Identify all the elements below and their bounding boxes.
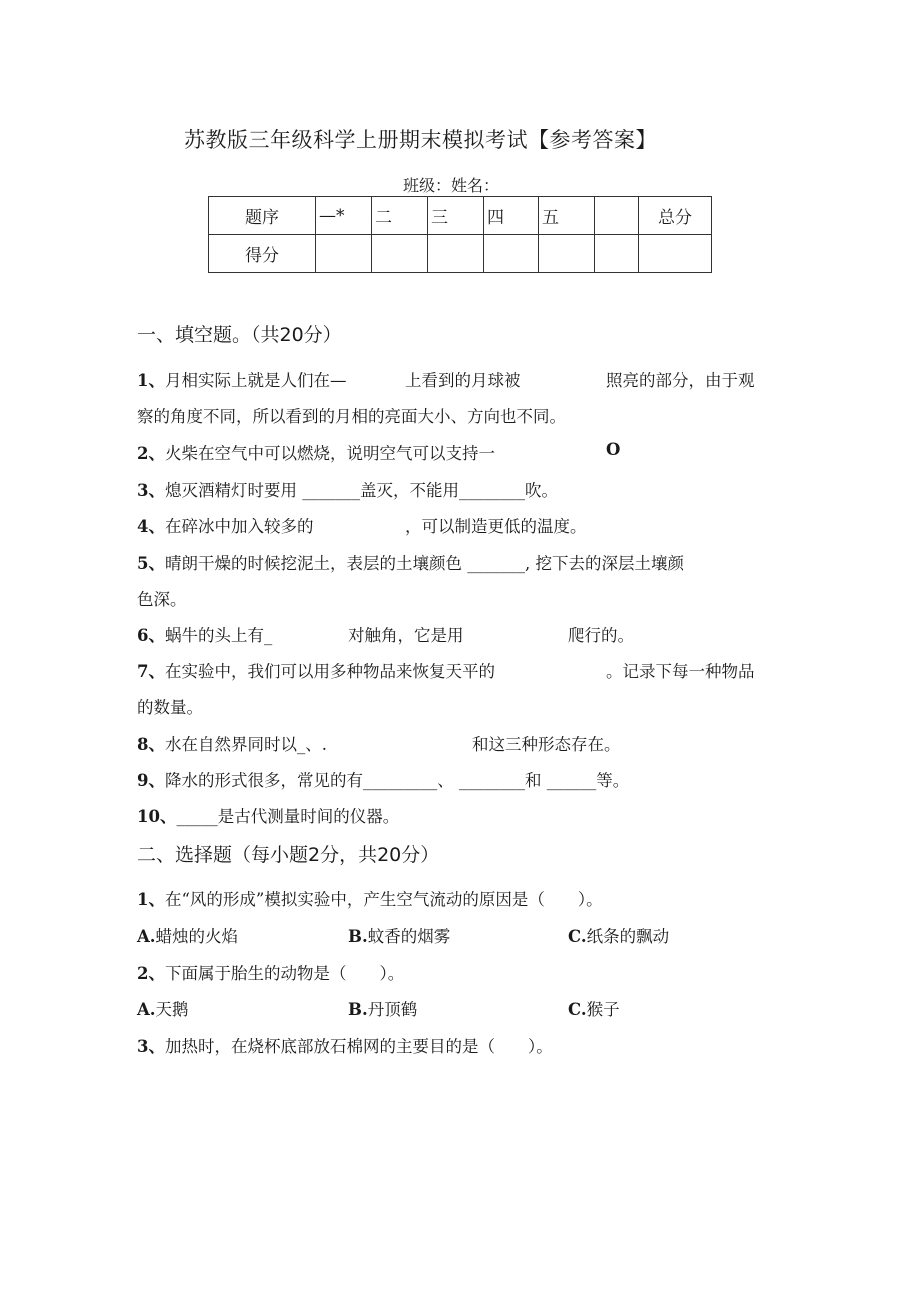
question-7-cont: 的数量。 <box>137 698 203 717</box>
question-10 <box>137 803 399 827</box>
question-8-part: 和这三种形态存在。 <box>472 735 621 754</box>
question-text: 晴朗干燥的时候挖泥土，表层的土壤颜色 _______, 挖下去的深层土壤颜 <box>164 554 684 573</box>
question-text: 降水的形式很多，常见的有_________、 ________和 ______等。 <box>164 771 630 790</box>
question-text: 蜗牛的头上有_ <box>164 626 273 645</box>
question-text: 月相实际上就是人们在— <box>164 371 347 390</box>
question-7-part: 。记录下每一种物品 <box>606 662 755 681</box>
score-header-cell: 四 <box>484 197 539 235</box>
choice-question-1 <box>137 886 603 910</box>
score-cell[interactable] <box>539 235 595 273</box>
question-4 <box>137 513 313 537</box>
section2-heading: 二、选择题（每小题2分，共20分） <box>137 844 440 866</box>
score-header-cell: 题序 <box>209 197 316 235</box>
question-number: 2、 <box>137 444 165 463</box>
question-2 <box>137 440 495 464</box>
score-header-cell: —* <box>316 197 372 235</box>
question-number: 6、 <box>137 626 165 645</box>
class-name-line: 班级：姓名： <box>403 176 500 195</box>
question-7 <box>137 658 495 682</box>
question-text: 熄灭酒精灯时要用 _______盖灭，不能用________吹。 <box>164 481 558 500</box>
question-number: 8、 <box>137 735 165 754</box>
score-cell[interactable] <box>484 235 539 273</box>
question-1-cont: 察的角度不同，所以看到的月相的亮面大小、方向也不同。 <box>137 407 566 426</box>
option-a[interactable]: A.蜡烛的火焰 <box>137 927 239 946</box>
score-row-label: 得分 <box>209 235 316 273</box>
question-9 <box>137 767 629 791</box>
option-a[interactable]: A.天鹅 <box>137 1000 189 1019</box>
question-8 <box>137 731 327 755</box>
question-text: _____是古代测量时间的仪器。 <box>176 807 400 826</box>
question-2-part: O <box>606 440 621 459</box>
question-number: 5、 <box>137 554 165 573</box>
option-b[interactable]: B.蚊香的烟雾 <box>348 927 451 946</box>
question-1-part: 照亮的部分，由于观 <box>606 371 755 390</box>
section1-heading: 一、填空题。（共20分） <box>137 324 342 346</box>
question-6-part: 爬行的。 <box>568 626 634 645</box>
score-header-cell: 总分 <box>639 197 712 235</box>
exam-title: 苏教版三年级科学上册期末模拟考试【参考答案】 <box>184 128 657 152</box>
question-text: 下面属于胎生的动物是（ ）。 <box>164 964 405 983</box>
option-c[interactable]: C.纸条的飘动 <box>568 927 670 946</box>
choice-question-3 <box>137 1033 553 1057</box>
option-b[interactable]: B.丹顶鹤 <box>348 1000 418 1019</box>
question-number: 3、 <box>137 481 165 500</box>
question-number: 9、 <box>137 771 165 790</box>
score-cell[interactable] <box>639 235 712 273</box>
score-table-score-row <box>209 235 712 273</box>
score-header-cell: 五 <box>539 197 595 235</box>
question-5 <box>137 550 684 574</box>
score-cell[interactable] <box>595 235 639 273</box>
question-text: 水在自然界同时以_、. <box>164 735 327 754</box>
question-5-cont: 色深。 <box>137 590 187 609</box>
question-4-part: ，可以制造更低的温度。 <box>405 517 587 536</box>
question-text: 火柴在空气中可以燃烧，说明空气可以支持一 <box>164 444 495 463</box>
score-header-cell: 三 <box>428 197 484 235</box>
question-number: 1、 <box>137 890 165 909</box>
question-number: 7、 <box>137 662 165 681</box>
question-number: 2、 <box>137 964 165 983</box>
choice-question-2 <box>137 960 404 984</box>
question-number: 10、 <box>137 807 177 826</box>
score-cell[interactable] <box>372 235 428 273</box>
option-c[interactable]: C.猴子 <box>568 1000 620 1019</box>
score-table-header-row <box>209 197 712 235</box>
question-6 <box>137 622 272 646</box>
question-text: 加热时，在烧杯底部放石棉网的主要目的是（ ）。 <box>164 1037 553 1056</box>
question-1 <box>137 367 346 391</box>
question-6-part: 对触角，它是用 <box>348 626 464 645</box>
question-number: 3、 <box>137 1037 165 1056</box>
score-header-cell: 二 <box>372 197 428 235</box>
score-cell[interactable] <box>428 235 484 273</box>
question-3 <box>137 477 558 501</box>
score-table <box>208 196 712 273</box>
score-header-cell <box>595 197 639 235</box>
score-cell[interactable] <box>316 235 372 273</box>
question-number: 1、 <box>137 371 165 390</box>
question-1-part: 上看到的月球被 <box>405 371 521 390</box>
question-text: 在实验中，我们可以用多种物品来恢复天平的 <box>164 662 495 681</box>
question-text: 在“风的形成”模拟实验中，产生空气流动的原因是（ ）。 <box>164 890 603 909</box>
question-text: 在碎冰中加入较多的 <box>164 517 314 536</box>
question-number: 4、 <box>137 517 165 536</box>
